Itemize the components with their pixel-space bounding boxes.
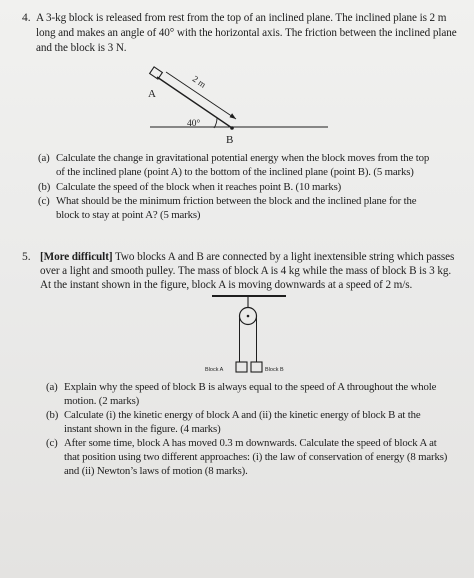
q4-number: 4. [22, 12, 31, 24]
q4-text-line: and the block is 3 N. [36, 42, 127, 54]
q4-text-line: A 3-kg block is released from rest from the top of an inclined plane. The inclined plane is 2 m [36, 12, 447, 24]
q4-part-a-line: Calculate the change in gravitational potential energy when the block moves from the top [56, 152, 430, 164]
q4-part-a-label: (a) [38, 152, 50, 164]
block-b [251, 362, 262, 372]
q5-part-b-line: instant shown in the figure. (4 marks) [64, 423, 221, 435]
length-label: 2 m [190, 73, 208, 90]
q4-part-b-line: Calculate the speed of the block when it reaches point B. (10 marks) [56, 181, 342, 193]
block-b-label: Block B [265, 367, 284, 373]
q4-part-c-line: block to stay at point A? (5 marks) [56, 209, 201, 221]
point-a-label: A [148, 88, 156, 100]
q5-text-line: over a light and smooth pulley. The mass of block A is 4 kg while the mass of block B is 3 kg. [40, 265, 452, 277]
q5-part-c-line: that position using two different approaches: (i) the law of conservation of energy (8 marks) [64, 451, 448, 463]
q5-difficulty-tag: [More difficult] [40, 251, 113, 263]
q4-part-c-label: (c) [38, 195, 50, 207]
angle-label: 40° [187, 119, 201, 129]
q5-part-a-line: motion. (2 marks) [64, 395, 140, 407]
q5-part-c-line: and (ii) Newton’s laws of motion (8 marks). [64, 465, 248, 477]
q5-text-line: At the instant shown in the figure, block A is moving downwards at a speed of 2 m/s. [40, 279, 413, 291]
q4-text-line: long and makes an angle of 40° with the horizontal axis. The friction between the inclined plane [36, 27, 457, 39]
q5-part-b-line: Calculate (i) the kinetic energy of block A and (ii) the kinetic energy of block B at the [64, 409, 421, 421]
q5-number: 5. [22, 251, 31, 263]
q5-part-a-line: Explain why the speed of block B is always equal to the speed of A throughout the whole [64, 381, 437, 393]
q4-part-a-line: of the inclined plane (point A) to the bottom of the inclined plane (point B). (5 marks) [56, 166, 414, 178]
block-a-label: Block A [205, 367, 224, 373]
q4-part-c-line: What should be the minimum friction between the block and the inclined plane for the [56, 195, 417, 207]
pulley-axle [247, 315, 250, 318]
q5-text-line-0: Two blocks A and B are connected by a light inextensible string which passes [114, 251, 455, 263]
q4-part-b-label: (b) [38, 181, 51, 193]
q5-part-a-label: (a) [46, 381, 58, 393]
block-a [236, 362, 247, 372]
q5-part-b-label: (b) [46, 409, 59, 421]
q5-part-c-label: (c) [46, 437, 58, 449]
point-b-label: B [226, 134, 234, 146]
q5-part-c-line: After some time, block A has moved 0.3 m downwards. Calculate the speed of block A at [64, 437, 437, 449]
